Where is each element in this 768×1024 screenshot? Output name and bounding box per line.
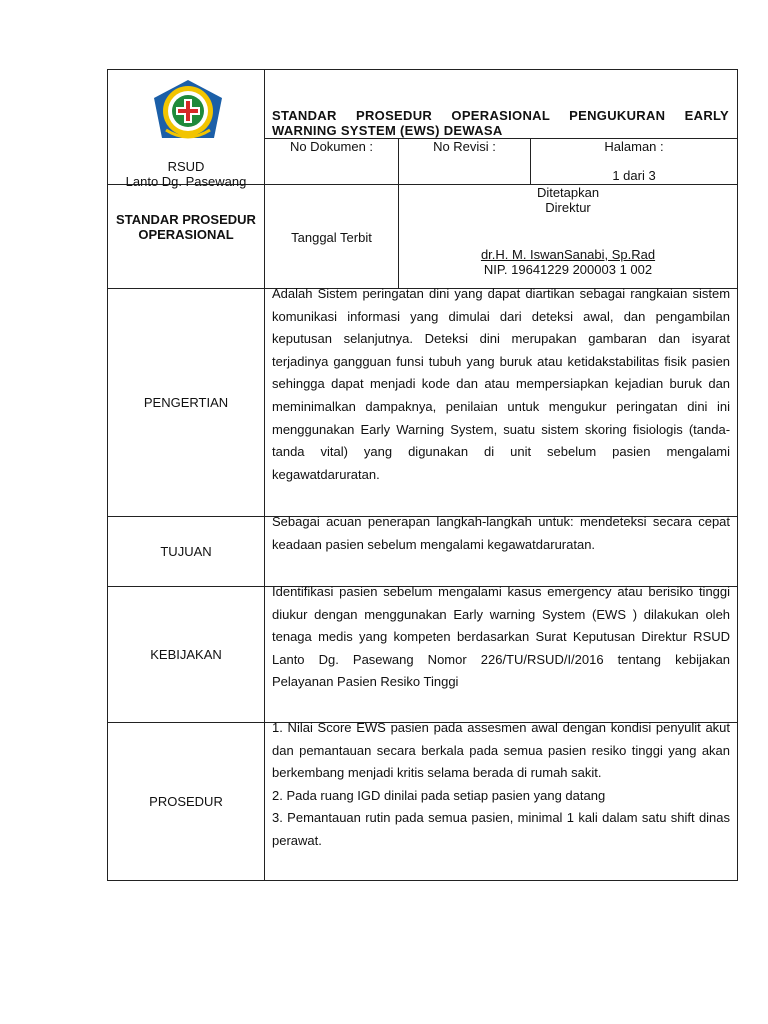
no-revisi-label: No Revisi :	[433, 139, 496, 154]
kebijakan-content-cell	[265, 584, 738, 723]
signatory-name: dr.H. M. IswanSanabi, Sp.Rad	[480, 247, 656, 262]
section-tujuan	[108, 517, 738, 587]
org-line-1: RSUD	[167, 159, 205, 174]
prosedur-content-cell	[265, 720, 738, 881]
section-prosedur	[108, 723, 738, 881]
pengertian-text: Adalah Sistem peringatan dini yang dapat diartikan sebagai rangkaian sistem komunikasi informasi yang dimulai dari deteksi awal, dan pengambilan keputusan selanjutnya. Deteksi dini merupakan gambaran dan isyarat terjadinya gangguan funsi tubuh yang buruk atau ketidakstabilitas fisik pasien sehingga dapat menjadi kode dan atau mempersiapkan kejadian buruk dan meminimalkan dampaknya, penilaian untuk mengukur peringatan dini ini menggunakan Early Warning System, suatu sistem skoring fisiologis (tanda-tanda vital) yang digunakan di unit sebelum pasien mengalami kegawatdaruratan.	[272, 286, 731, 482]
kebijakan-text: Identifikasi pasien sebelum mengalami kasus emergency atau berisiko tinggi diukur dengan menggunakan Early warning System (EWS ) dilakukan oleh tenaga medis yang kompeten berdasarkan Surat Keputusan Direktur RSUD Lanto Dg. Pasewang Nomor 226/TU/RSUD/I/2016 tentang kebijakan Pelayanan Pasien Resiko Tinggi	[272, 584, 731, 690]
sop-label-cell	[108, 185, 265, 289]
section-pengertian	[108, 289, 738, 517]
halaman-cell	[531, 139, 738, 185]
halaman-label: Halaman :	[604, 139, 664, 154]
signature-cell	[399, 185, 738, 289]
no-dokumen-label: No Dokumen :	[289, 139, 374, 154]
section-kebijakan	[108, 587, 738, 723]
document-title-cell	[265, 70, 738, 139]
pengertian-label: PENGERTIAN	[108, 289, 265, 517]
direktur-text: Direktur	[545, 200, 591, 215]
signatory-nip: NIP. 19641229 200003 1 002	[483, 262, 653, 277]
tujuan-text: Sebagai acuan penerapan langkah-langkah untuk: mendeteksi secara cepat keadaan pasien sebelum mengalami kegawatdaruratan.	[272, 514, 731, 552]
tujuan-label: TUJUAN	[108, 517, 265, 587]
ditetapkan-text: Ditetapkan	[536, 185, 600, 200]
sop-document-table	[107, 69, 738, 881]
signature-block	[399, 185, 737, 277]
header-row	[108, 70, 738, 139]
document-title: STANDAR PROSEDUR OPERASIONAL PENGUKURAN EARLY WARNING SYSTEM (EWS) DEWASA	[272, 108, 730, 138]
tanggal-terbit-label: Tanggal Terbit	[291, 230, 372, 245]
org-line-2: Lanto Dg. Pasewang	[125, 174, 247, 189]
prosedur-step: 3. Pemantauan rutin pada semua pasien, minimal 1 kali dalam satu shift dinas perawat.	[272, 810, 731, 848]
approval-row	[108, 185, 738, 289]
tanggal-terbit-cell	[265, 185, 399, 289]
prosedur-label: PROSEDUR	[108, 723, 265, 881]
pengertian-content-cell	[265, 286, 738, 517]
hospital-identity-cell	[108, 70, 265, 189]
hospital-name	[108, 159, 264, 189]
halaman-value: 1 dari 3	[612, 168, 656, 183]
sop-label: STANDAR PROSEDUR OPERASIONAL	[116, 212, 256, 242]
no-revisi-cell	[399, 139, 531, 185]
hospital-logo-icon	[152, 78, 224, 146]
no-dokumen-cell	[265, 139, 399, 185]
prosedur-step: 2. Pada ruang IGD dinilai pada setiap pasien yang datang	[272, 787, 606, 803]
tujuan-content-cell	[265, 514, 738, 587]
prosedur-steps	[265, 717, 737, 853]
kebijakan-label: KEBIJAKAN	[108, 587, 265, 723]
prosedur-step: 1. Nilai Score EWS pasien pada assesmen awal dengan kondisi penyulit akut dan pemantauan secara berkala pada semua pasien resiko tinggi yang akan berkembang menjadi kritis selama berada di rumah sakit.	[272, 720, 731, 781]
